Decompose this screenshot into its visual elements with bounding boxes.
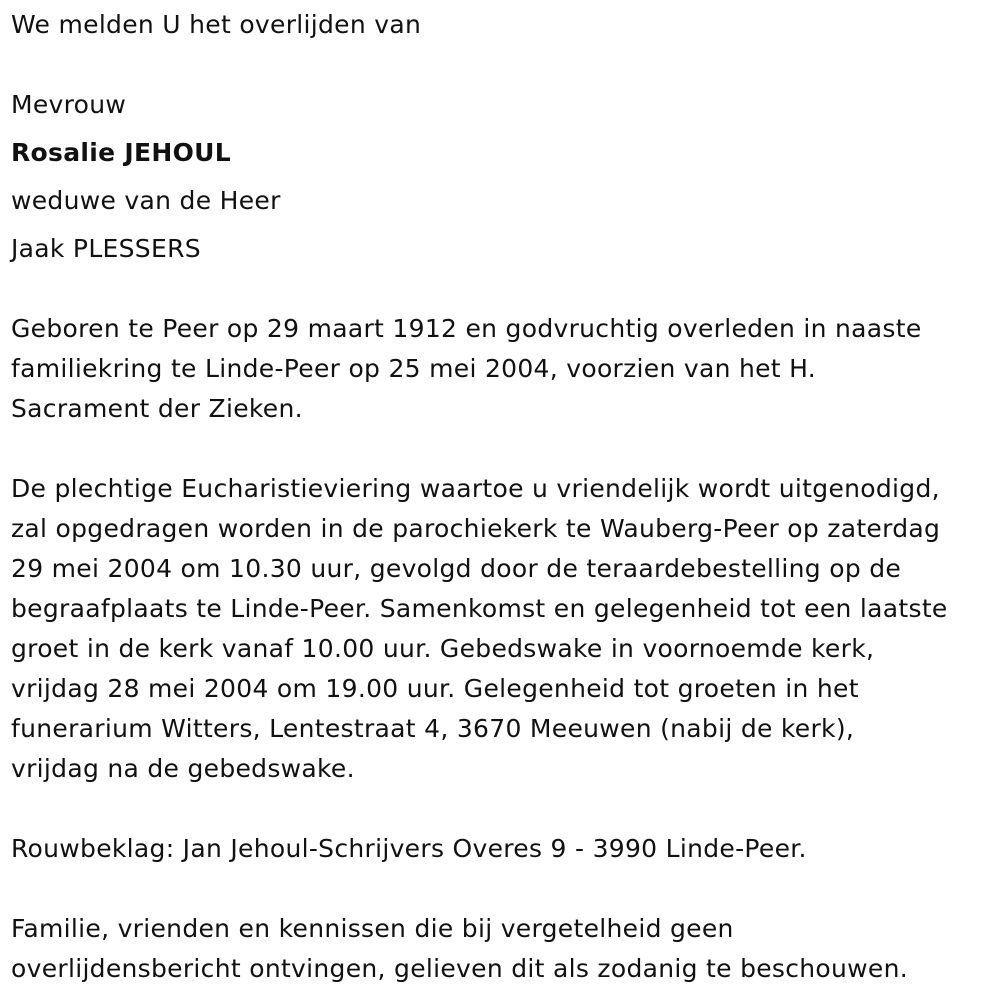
- closing-line: overlijdensbericht ontvingen, gelieven dit als zodanig te beschouwen.: [11, 954, 908, 983]
- closing-line: Familie, vrienden en kennissen die bij vergetelheid geen: [11, 914, 734, 943]
- ceremony-line: groet in de kerk vanaf 10.00 uur. Gebedswake in voornoemde kerk,: [11, 634, 875, 663]
- ceremony-line: zal opgedragen worden in de parochiekerk te Wauberg-Peer op zaterdag: [11, 514, 941, 543]
- condolence-address: Rouwbeklag: Jan Jehoul-Schrijvers Overes 9 - 3990 Linde-Peer.: [11, 834, 807, 863]
- birth-line: Geboren te Peer op 29 maart 1912 en godvruchtig overleden in naaste: [11, 314, 922, 343]
- widow-of-text: weduwe van de Heer: [11, 186, 281, 215]
- ceremony-line: begraafplaats te Linde-Peer. Samenkomst en gelegenheid tot een laatste: [11, 594, 948, 623]
- intro-text: We melden U het overlijden van: [11, 10, 422, 39]
- deceased-name: Rosalie JEHOUL: [11, 138, 231, 167]
- birth-line: Sacrament der Zieken.: [11, 394, 303, 423]
- ceremony-line: De plechtige Eucharistieviering waartoe u vriendelijk wordt uitgenodigd,: [11, 474, 940, 503]
- ceremony-line: vrijdag 28 mei 2004 om 19.00 uur. Gelegenheid tot groeten in het: [11, 674, 859, 703]
- title-prefix: Mevrouw: [11, 90, 127, 119]
- birth-line: familiekring te Linde-Peer op 25 mei 2004, voorzien van het H.: [11, 354, 817, 383]
- ceremony-line: 29 mei 2004 om 10.30 uur, gevolgd door de teraardebestelling op de: [11, 554, 902, 583]
- ceremony-line: funerarium Witters, Lentestraat 4, 3670 Meeuwen (nabij de kerk),: [11, 714, 855, 743]
- ceremony-line: vrijdag na de gebedswake.: [11, 754, 355, 783]
- spouse-name: Jaak PLESSERS: [11, 234, 201, 263]
